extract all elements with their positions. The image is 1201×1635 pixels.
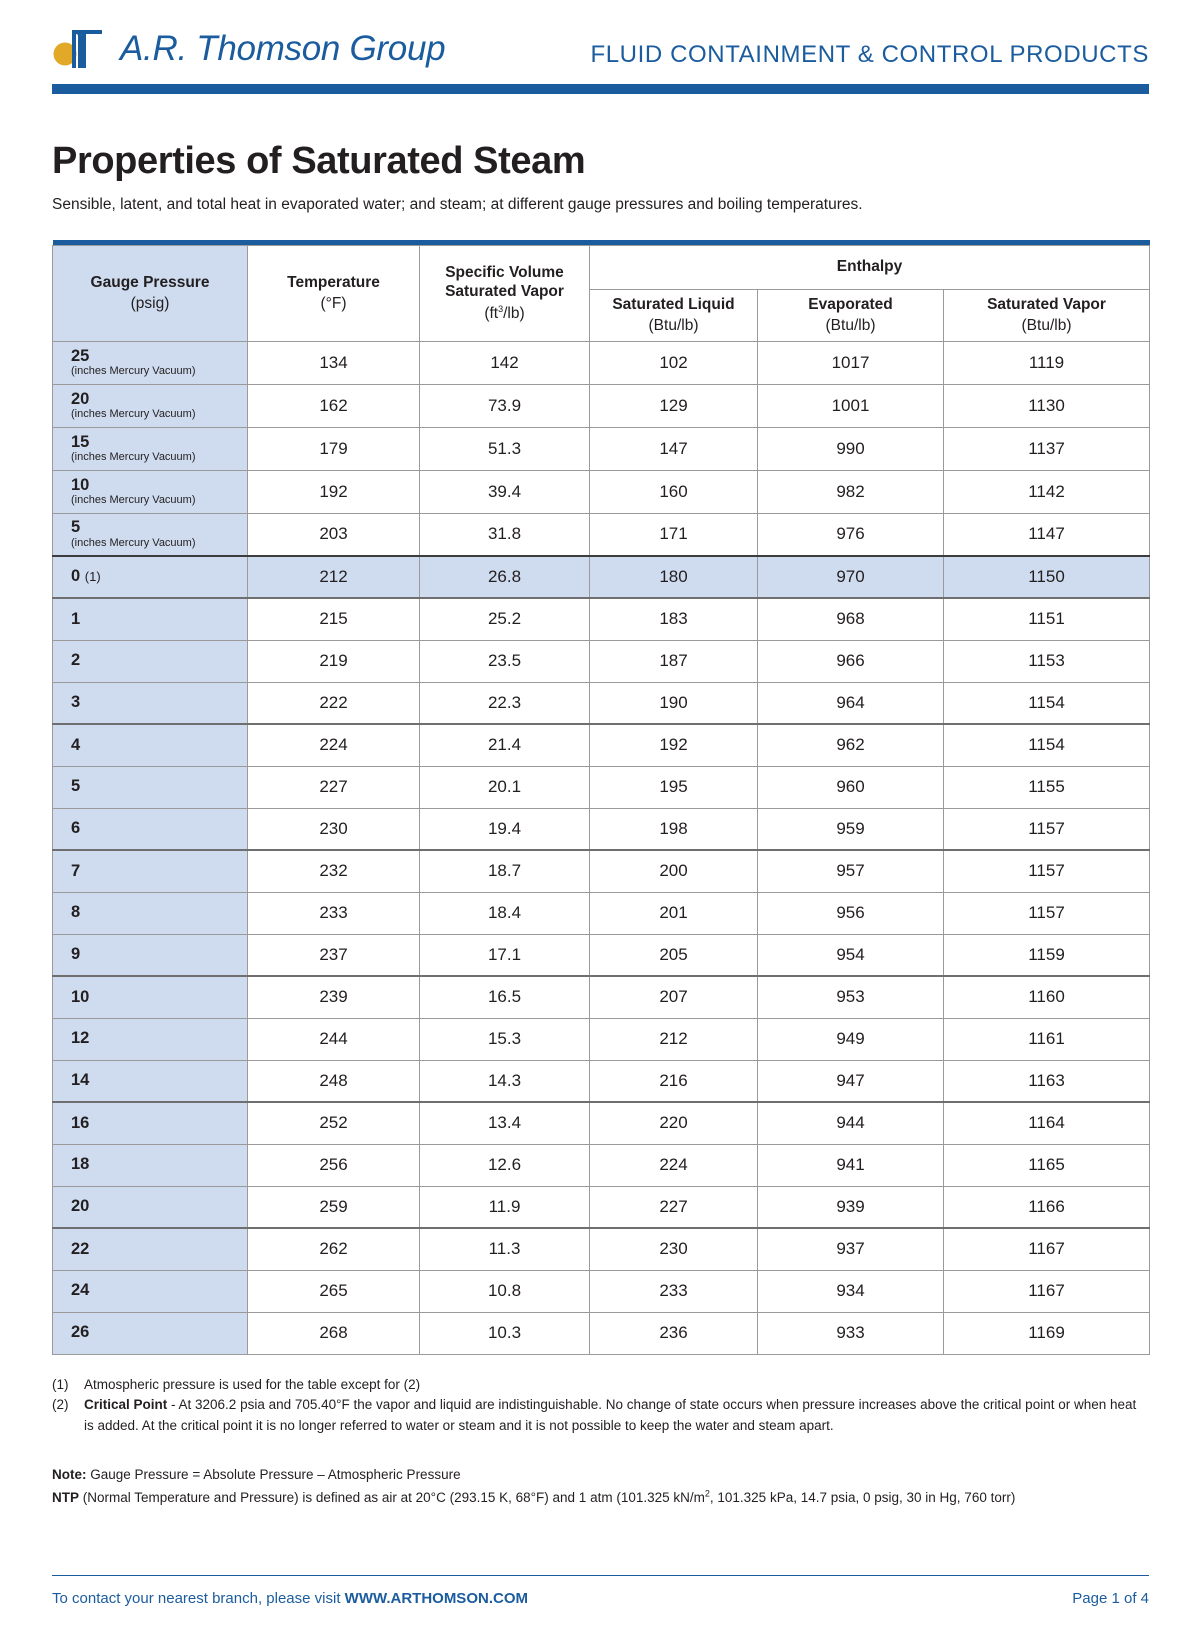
cell-temperature: 239 — [248, 976, 420, 1018]
gauge-value: 12 — [71, 1029, 90, 1048]
cell-temperature: 179 — [248, 427, 420, 470]
table-row — [53, 341, 1150, 384]
cell-specific-volume: 20.1 — [420, 766, 590, 808]
cell-saturated-liquid: 216 — [590, 1060, 758, 1102]
cell-saturated-vapor: 1151 — [944, 598, 1150, 640]
col-header-evaporated-unit: (Btu/lb) — [825, 317, 876, 334]
cell-evaporated: 956 — [758, 892, 944, 934]
cell-temperature: 224 — [248, 724, 420, 766]
table-row — [53, 598, 1150, 640]
cell-temperature: 134 — [248, 341, 420, 384]
gauge-value: 10 — [71, 475, 90, 494]
cell-saturated-vapor: 1119 — [944, 341, 1150, 384]
cell-evaporated: 954 — [758, 934, 944, 976]
note-line — [52, 1463, 1149, 1486]
cell-saturated-liquid: 183 — [590, 598, 758, 640]
cell-temperature: 244 — [248, 1018, 420, 1060]
cell-saturated-liquid: 227 — [590, 1186, 758, 1228]
cell-gauge-pressure — [53, 556, 248, 598]
gauge-value: 20 — [71, 1197, 90, 1216]
table-row — [53, 1102, 1150, 1144]
cell-saturated-liquid: 212 — [590, 1018, 758, 1060]
cell-temperature: 162 — [248, 384, 420, 427]
cell-saturated-liquid: 224 — [590, 1144, 758, 1186]
cell-saturated-vapor: 1137 — [944, 427, 1150, 470]
cell-saturated-liquid: 192 — [590, 724, 758, 766]
cell-temperature: 248 — [248, 1060, 420, 1102]
gauge-value: 20 — [71, 389, 90, 408]
ntp-line — [52, 1486, 1149, 1509]
cell-saturated-liquid: 187 — [590, 640, 758, 682]
table-head — [53, 240, 1150, 341]
gauge-note: (inches Mercury Vacuum) — [71, 450, 196, 463]
cell-saturated-liquid: 233 — [590, 1270, 758, 1312]
cell-saturated-vapor: 1159 — [944, 934, 1150, 976]
header-divider — [52, 84, 1149, 94]
ntp-text-b: , 101.325 kPa, 14.7 psia, 0 psig, 30 in Hg, 760 torr) — [709, 1490, 1016, 1506]
cell-gauge-pressure — [53, 1018, 248, 1060]
cell-evaporated: 933 — [758, 1312, 944, 1354]
cell-saturated-vapor: 1157 — [944, 808, 1150, 850]
cell-gauge-pressure — [53, 850, 248, 892]
cell-saturated-liquid: 171 — [590, 513, 758, 556]
brand-name: A.R. Thomson Group — [120, 28, 446, 68]
gauge-value: 8 — [71, 903, 81, 922]
cell-gauge-pressure — [53, 892, 248, 934]
cell-saturated-liquid: 205 — [590, 934, 758, 976]
cell-temperature: 232 — [248, 850, 420, 892]
cell-specific-volume: 23.5 — [420, 640, 590, 682]
cell-specific-volume: 11.9 — [420, 1186, 590, 1228]
footnote-2-bold-lead: Critical Point — [84, 1397, 168, 1413]
table-row — [53, 724, 1150, 766]
cell-saturated-liquid: 198 — [590, 808, 758, 850]
cell-specific-volume: 25.2 — [420, 598, 590, 640]
table-row — [53, 1270, 1150, 1312]
cell-gauge-pressure — [53, 427, 248, 470]
col-header-saturated-vapor-unit: (Btu/lb) — [1021, 317, 1072, 334]
gauge-value: 4 — [71, 735, 81, 754]
gauge-value: 14 — [71, 1071, 90, 1090]
cell-saturated-vapor: 1163 — [944, 1060, 1150, 1102]
gauge-note: (inches Mercury Vacuum) — [71, 493, 196, 506]
cell-gauge-pressure — [53, 1270, 248, 1312]
gauge-value: 18 — [71, 1155, 90, 1174]
gauge-note: (inches Mercury Vacuum) — [71, 536, 196, 549]
cell-specific-volume: 39.4 — [420, 470, 590, 513]
cell-evaporated: 959 — [758, 808, 944, 850]
cell-saturated-liquid: 207 — [590, 976, 758, 1018]
cell-gauge-pressure — [53, 976, 248, 1018]
cell-saturated-vapor: 1166 — [944, 1186, 1150, 1228]
cell-gauge-pressure — [53, 1102, 248, 1144]
cell-temperature: 237 — [248, 934, 420, 976]
footer-contact-text: To contact your nearest branch, please visit — [52, 1590, 341, 1607]
cell-evaporated: 976 — [758, 513, 944, 556]
col-header-temperature-label: Temperature — [287, 273, 380, 291]
page-title: Properties of Saturated Steam — [52, 140, 586, 182]
gauge-value: 5 — [71, 518, 81, 537]
cell-specific-volume: 22.3 — [420, 682, 590, 724]
cell-saturated-liquid: 195 — [590, 766, 758, 808]
cell-saturated-vapor: 1153 — [944, 640, 1150, 682]
cell-evaporated: 968 — [758, 598, 944, 640]
gauge-value: 25 — [71, 346, 90, 365]
table-row — [53, 470, 1150, 513]
notes-block — [52, 1463, 1149, 1509]
footer-page-number: Page 1 of 4 — [1072, 1590, 1149, 1607]
gauge-value: 26 — [71, 1323, 90, 1342]
gauge-value: 3 — [71, 693, 81, 712]
gauge-value: 22 — [71, 1239, 90, 1258]
col-header-specific-volume-line1: Specific Volume — [445, 263, 564, 281]
cell-specific-volume: 21.4 — [420, 724, 590, 766]
cell-specific-volume: 13.4 — [420, 1102, 590, 1144]
col-header-gauge-pressure — [53, 245, 248, 341]
cell-temperature: 268 — [248, 1312, 420, 1354]
gauge-note: (inches Mercury Vacuum) — [71, 364, 196, 377]
cell-gauge-pressure — [53, 513, 248, 556]
cell-saturated-liquid: 220 — [590, 1102, 758, 1144]
cell-saturated-vapor: 1157 — [944, 892, 1150, 934]
cell-evaporated: 970 — [758, 556, 944, 598]
col-header-saturated-liquid-label: Saturated Liquid — [612, 295, 735, 313]
cell-evaporated: 941 — [758, 1144, 944, 1186]
cell-temperature: 262 — [248, 1228, 420, 1270]
col-header-specific-volume-line2: Saturated Vapor — [445, 283, 564, 301]
cell-temperature: 233 — [248, 892, 420, 934]
cell-temperature: 256 — [248, 1144, 420, 1186]
cell-specific-volume: 142 — [420, 341, 590, 384]
cell-saturated-vapor: 1147 — [944, 513, 1150, 556]
cell-evaporated: 957 — [758, 850, 944, 892]
cell-saturated-liquid: 236 — [590, 1312, 758, 1354]
cell-specific-volume: 10.8 — [420, 1270, 590, 1312]
cell-saturated-liquid: 230 — [590, 1228, 758, 1270]
cell-saturated-vapor: 1167 — [944, 1228, 1150, 1270]
cell-specific-volume: 73.9 — [420, 384, 590, 427]
table-row — [53, 1018, 1150, 1060]
cell-saturated-liquid: 147 — [590, 427, 758, 470]
table-header-row-1 — [53, 245, 1150, 289]
cell-saturated-vapor: 1165 — [944, 1144, 1150, 1186]
cell-specific-volume: 16.5 — [420, 976, 590, 1018]
table-row — [53, 682, 1150, 724]
cell-saturated-vapor: 1154 — [944, 682, 1150, 724]
cell-saturated-vapor: 1157 — [944, 850, 1150, 892]
cell-evaporated: 1017 — [758, 341, 944, 384]
cell-temperature: 259 — [248, 1186, 420, 1228]
table-row — [53, 850, 1150, 892]
cell-saturated-vapor: 1169 — [944, 1312, 1150, 1354]
table-row — [53, 427, 1150, 470]
table-body — [53, 341, 1150, 1354]
gauge-value: 2 — [71, 651, 81, 670]
cell-saturated-vapor: 1130 — [944, 384, 1150, 427]
gauge-value: 16 — [71, 1113, 90, 1132]
table-row — [53, 513, 1150, 556]
cell-evaporated: 962 — [758, 724, 944, 766]
gauge-value: 0 — [71, 567, 81, 586]
cell-specific-volume: 51.3 — [420, 427, 590, 470]
table-row — [53, 808, 1150, 850]
cell-gauge-pressure — [53, 934, 248, 976]
page-subtitle: Sensible, latent, and total heat in evaporated water; and steam; at different gauge pressures and boiling temperatures. — [52, 196, 863, 213]
table-row — [53, 1060, 1150, 1102]
cell-temperature: 203 — [248, 513, 420, 556]
note-text: Gauge Pressure = Absolute Pressure – Atmospheric Pressure — [90, 1467, 461, 1483]
cell-specific-volume: 17.1 — [420, 934, 590, 976]
footnote-2-mark: (2) — [52, 1397, 69, 1413]
cell-gauge-pressure — [53, 470, 248, 513]
cell-specific-volume: 11.3 — [420, 1228, 590, 1270]
gauge-value: 9 — [71, 945, 81, 964]
cell-temperature: 212 — [248, 556, 420, 598]
cell-gauge-pressure — [53, 682, 248, 724]
cell-specific-volume: 10.3 — [420, 1312, 590, 1354]
note-label: Note: — [52, 1467, 87, 1483]
cell-temperature: 215 — [248, 598, 420, 640]
cell-saturated-vapor: 1150 — [944, 556, 1150, 598]
cell-saturated-vapor: 1161 — [944, 1018, 1150, 1060]
art-logo-icon — [52, 24, 114, 72]
table-row — [53, 1228, 1150, 1270]
col-header-evaporated-label: Evaporated — [808, 295, 893, 313]
cell-gauge-pressure — [53, 384, 248, 427]
cell-saturated-liquid: 102 — [590, 341, 758, 384]
cell-saturated-liquid: 200 — [590, 850, 758, 892]
footnote-2-text — [84, 1395, 1149, 1437]
cell-temperature: 192 — [248, 470, 420, 513]
cell-gauge-pressure — [53, 724, 248, 766]
ntp-superscript: 2 — [704, 1488, 710, 1499]
col-header-saturated-liquid — [590, 289, 758, 341]
cell-specific-volume: 31.8 — [420, 513, 590, 556]
col-header-specific-volume-unit: $(ft^3/lb)$ — [484, 303, 525, 322]
cell-evaporated: 944 — [758, 1102, 944, 1144]
steam-table-container — [52, 240, 1149, 1355]
saturated-steam-table — [52, 240, 1150, 1355]
cell-saturated-vapor: 1160 — [944, 976, 1150, 1018]
cell-specific-volume: 19.4 — [420, 808, 590, 850]
col-header-evaporated — [758, 289, 944, 341]
cell-saturated-vapor: 1167 — [944, 1270, 1150, 1312]
gauge-value: 7 — [71, 861, 81, 880]
gauge-note: (inches Mercury Vacuum) — [71, 407, 196, 420]
cell-saturated-liquid: 201 — [590, 892, 758, 934]
cell-saturated-vapor: 1155 — [944, 766, 1150, 808]
gauge-value: 24 — [71, 1281, 90, 1300]
gauge-value: 10 — [71, 987, 90, 1006]
cell-gauge-pressure — [53, 341, 248, 384]
cell-temperature: 227 — [248, 766, 420, 808]
cell-gauge-pressure — [53, 598, 248, 640]
ntp-text-a: (Normal Temperature and Pressure) is defined as air at 20°C (293.15 K, 68°F) and 1 atm (101.325 kN/m — [82, 1490, 705, 1506]
table-row — [53, 556, 1150, 598]
table-row — [53, 934, 1150, 976]
cell-evaporated: 964 — [758, 682, 944, 724]
cell-specific-volume: 26.8 — [420, 556, 590, 598]
table-row — [53, 766, 1150, 808]
cell-temperature: 265 — [248, 1270, 420, 1312]
cell-evaporated: 939 — [758, 1186, 944, 1228]
col-header-gauge-pressure-label: Gauge Pressure — [90, 273, 210, 291]
page-footer — [52, 1575, 1149, 1607]
col-header-temperature — [248, 245, 420, 341]
brand-tagline: FLUID CONTAINMENT & CONTROL PRODUCTS — [590, 41, 1149, 68]
cell-evaporated: 953 — [758, 976, 944, 1018]
cell-evaporated: 934 — [758, 1270, 944, 1312]
cell-saturated-vapor: 1142 — [944, 470, 1150, 513]
footnote-2 — [52, 1395, 1149, 1437]
gauge-value: 6 — [71, 819, 81, 838]
table-row — [53, 1144, 1150, 1186]
table-row — [53, 384, 1150, 427]
col-header-temperature-unit: (°F) — [320, 295, 347, 312]
cell-temperature: 230 — [248, 808, 420, 850]
cell-gauge-pressure — [53, 1144, 248, 1186]
cell-saturated-liquid: 190 — [590, 682, 758, 724]
cell-evaporated: 982 — [758, 470, 944, 513]
brand-header — [52, 0, 1149, 72]
cell-saturated-vapor: 1164 — [944, 1102, 1150, 1144]
col-header-saturated-liquid-unit: (Btu/lb) — [648, 317, 699, 334]
gauge-footnote-ref: (1) — [84, 569, 101, 585]
gauge-value: 15 — [71, 432, 90, 451]
cell-evaporated: 960 — [758, 766, 944, 808]
cell-evaporated: 1001 — [758, 384, 944, 427]
footer-divider — [52, 1575, 1149, 1576]
footer-website-link[interactable]: WWW.ARTHOMSON.COM — [344, 1590, 528, 1607]
ntp-label: NTP — [52, 1490, 79, 1506]
col-header-gauge-pressure-unit: (psig) — [130, 295, 170, 312]
table-row — [53, 1312, 1150, 1354]
cell-saturated-vapor: 1154 — [944, 724, 1150, 766]
brand-logo-group — [52, 24, 445, 72]
gauge-value: 5 — [71, 777, 81, 796]
cell-gauge-pressure — [53, 1186, 248, 1228]
cell-gauge-pressure — [53, 1312, 248, 1354]
col-header-specific-volume — [420, 245, 590, 341]
cell-temperature: 219 — [248, 640, 420, 682]
cell-evaporated: 947 — [758, 1060, 944, 1102]
cell-gauge-pressure — [53, 808, 248, 850]
cell-gauge-pressure — [53, 1228, 248, 1270]
table-row — [53, 640, 1150, 682]
col-header-enthalpy-group: Enthalpy — [590, 245, 1150, 289]
footnotes — [52, 1375, 1149, 1438]
cell-specific-volume: 12.6 — [420, 1144, 590, 1186]
cell-specific-volume: 18.7 — [420, 850, 590, 892]
cell-saturated-liquid: 180 — [590, 556, 758, 598]
footer-row — [52, 1590, 1149, 1607]
cell-temperature: 222 — [248, 682, 420, 724]
col-header-saturated-vapor — [944, 289, 1150, 341]
table-row — [53, 976, 1150, 1018]
footnote-1-text: Atmospheric pressure is used for the table except for (2) — [84, 1376, 421, 1392]
cell-evaporated: 949 — [758, 1018, 944, 1060]
cell-gauge-pressure — [53, 640, 248, 682]
footnote-1-mark: (1) — [52, 1376, 69, 1392]
cell-specific-volume: 15.3 — [420, 1018, 590, 1060]
cell-gauge-pressure — [53, 766, 248, 808]
cell-evaporated: 990 — [758, 427, 944, 470]
table-row — [53, 1186, 1150, 1228]
footer-contact — [52, 1590, 528, 1607]
footnote-2-rest: - At 3206.2 psia and 705.40°F the vapor and liquid are indistinguishable. No change of state occurs when pressure increases above the critical point or when heat is added. At the critical point it is no longer referred to water or steam and it is not possible to keep the water and steam apart. — [84, 1397, 1137, 1434]
gauge-value: 1 — [71, 609, 81, 628]
footnote-1 — [52, 1375, 1149, 1396]
cell-evaporated: 937 — [758, 1228, 944, 1270]
cell-specific-volume: 18.4 — [420, 892, 590, 934]
cell-temperature: 252 — [248, 1102, 420, 1144]
cell-saturated-liquid: 160 — [590, 470, 758, 513]
cell-saturated-liquid: 129 — [590, 384, 758, 427]
cell-gauge-pressure — [53, 1060, 248, 1102]
table-row — [53, 892, 1150, 934]
col-header-saturated-vapor-label: Saturated Vapor — [987, 295, 1106, 313]
cell-evaporated: 966 — [758, 640, 944, 682]
cell-specific-volume: 14.3 — [420, 1060, 590, 1102]
